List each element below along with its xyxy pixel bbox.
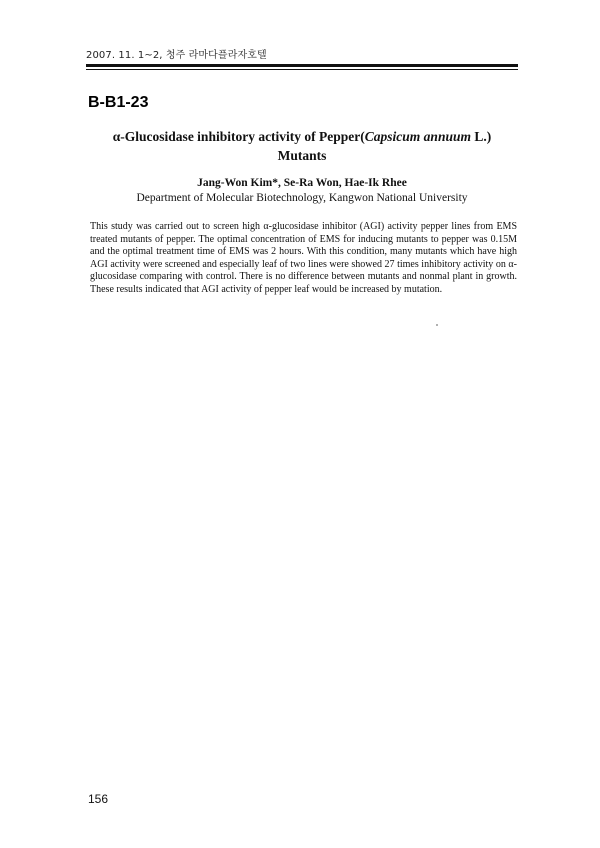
title-suffix: L.)	[470, 129, 492, 144]
paper-title	[86, 127, 518, 165]
running-header: 2007. 11. 1~2, 청주 라마다플라자호텔	[86, 50, 267, 61]
title-prefix: α-Glucosidase inhibitory activity of Pepper(	[112, 129, 365, 144]
scan-speck	[436, 324, 438, 326]
abstract-body: This study was carried out to screen high α-glucosidase inhibitor (AGI) activity pepper lines from EMS treated mutants of pepper. The optimal concentration of EMS for inducing mutants to pepper was 0.15M and the optimal treatment time of EMS was 2 hours. With this condition, many mutants which have high AGI activity were screened and especially leaf of two lines were showed 27 times inhibitory activity on α-glucosidase comparing with control. There is no difference between mutants and nonmal plant in growth. These results indicated that AGI activity of pepper leaf would be increased by mutation.	[90, 221, 517, 295]
title-species: Capsicum annuum	[364, 129, 471, 144]
page-number: 156	[88, 792, 109, 806]
title-line2: Mutants	[277, 148, 327, 163]
authors: Jang-Won Kim*, Se-Ra Won, Hae-Ik Rhee	[197, 177, 407, 189]
header-rule-thin	[86, 69, 518, 70]
header-rule-thick	[86, 64, 518, 67]
abstract-code: B-B1-23	[88, 94, 149, 111]
affiliation: Department of Molecular Biotechnology, Kangwon National University	[136, 192, 468, 204]
